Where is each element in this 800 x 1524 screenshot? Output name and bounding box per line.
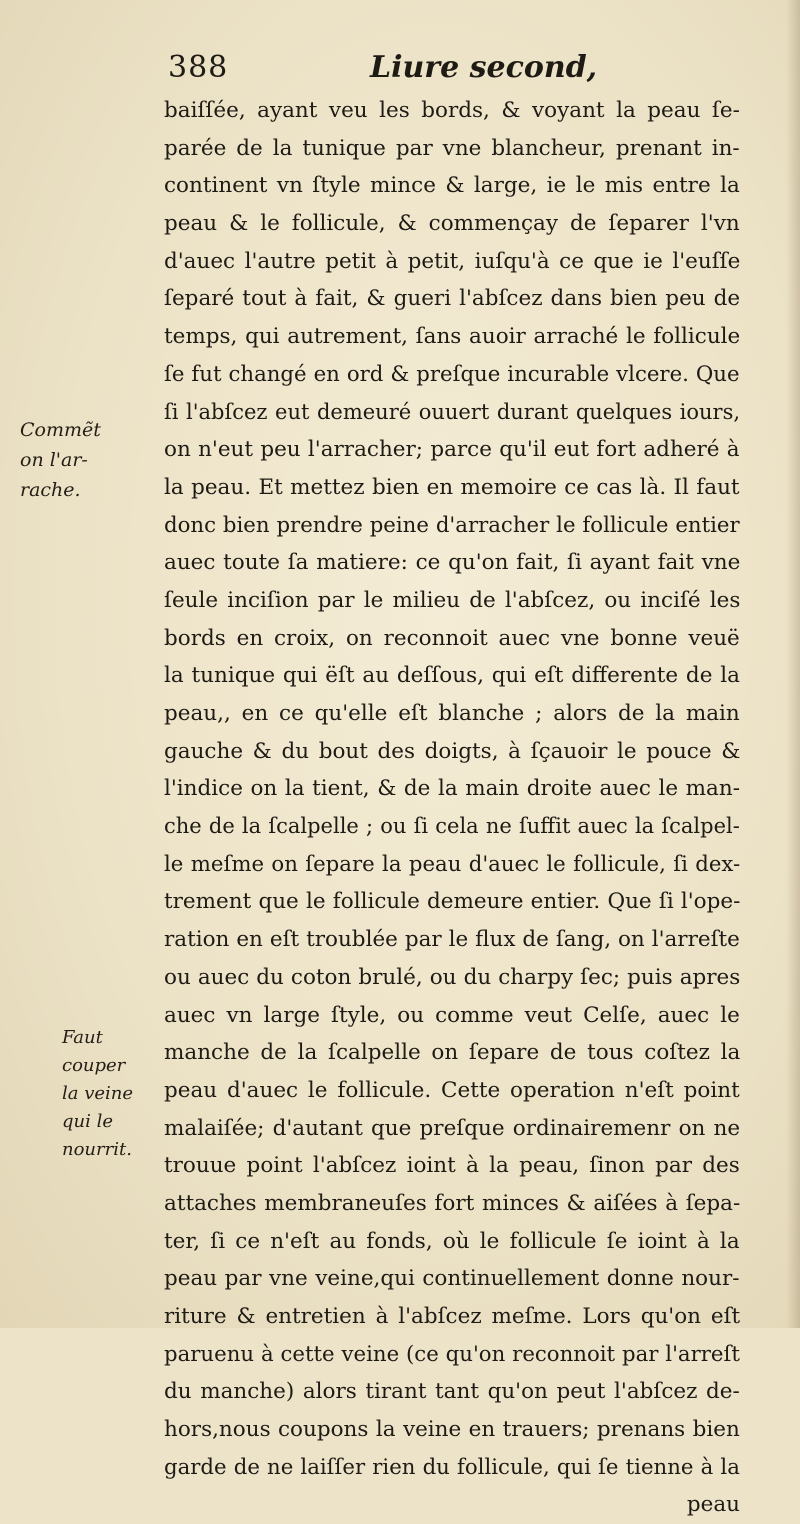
margin-note-cut-vein [62,1024,162,1164]
text-line: le meſme on ſepare la peau d'auec le follicule, ſi dex- [164,851,741,877]
text-line: riture & entretien à l'abſcez meſme. Lors qu'on eſt [164,1304,741,1329]
text-line: ter, ſi ce n'eſt au fonds, où le follicule ſe ioint à la [164,1228,740,1254]
text-line: peau & le follicule, & commençay de ſeparer l'vn [164,211,740,237]
text-line: la peau. Et mettez bien en memoire ce cas là. Il faut [164,474,740,500]
page-edge-shadow [786,0,800,1328]
text-line: ou auec du coton brulé, ou du charpy ſec; puis apres [164,964,741,990]
margin-note-line: Commẽt [20,419,101,441]
text-line: garde de ne laiſſer rien du follicule, qui ſe tienne à la [164,1454,740,1480]
text-line: hors,nous coupons la veine en trauers; prenans bien [164,1417,740,1443]
margin-note-how-removed [20,415,160,505]
text-line: l'indice on la tient, & de la main droite auec le man- [164,776,740,802]
margin-note-line: on l'ar- [20,449,88,471]
text-line: trement que le follicule demeure entier. Que ſi l'ope- [164,889,741,915]
text-line: temps, qui autrement, ſans auoir arraché le follicule [164,324,741,350]
text-line: paruenu à cette veine (ce qu'on reconnoit par l'arreſt [164,1341,740,1367]
text-line: peau par vne veine,qui continuellement donne nour- [164,1266,740,1292]
text-line: peau d'auec le follicule. Cette operation n'eſt point [164,1077,740,1103]
margin-note-line: Faut [62,1027,103,1048]
margin-note-line: qui le [62,1111,114,1132]
text-line: parée de la tunique par vne blancheur, prenant in- [164,135,740,161]
text-line: gauche & du bout des doigts, à ſçauoir le pouce & [164,738,741,764]
text-line: auec vn large ſtyle, ou comme veut Celſe, auec le [164,1002,740,1028]
text-line: ſi l'abſcez eut demeuré ouuert durant quelques iours, [164,399,741,424]
text-line: donc bien prendre peine d'arracher le follicule entier [164,512,740,538]
text-line: baiſſée, ayant veu les bords, & voyant la peau ſe- [164,98,740,123]
page-number: 388 [168,50,229,85]
text-line: continent vn ſtyle mince & large, ie le mis entre la [164,173,740,199]
text-line: ſe fut changé en ord & preſque incurable vlcere. Que [164,361,740,387]
running-title: Liure second, [370,50,598,85]
margin-note-line: rache. [20,479,81,501]
margin-note-line: couper [62,1055,126,1076]
text-line: attaches membraneuſes fort minces & aiſées à ſepa- [164,1190,741,1216]
text-line: malaiſée; d'autant que preſque ordinairemenr on ne [164,1115,741,1141]
body-text [164,92,740,1524]
text-line: ration en eſt troublée par le flux de ſang, on l'arreſte [164,927,740,953]
margin-note-line: la veine [62,1083,134,1104]
text-line: trouue point l'abſcez ioint à la peau, ſinon par des [164,1153,740,1179]
text-line: manche de la ſcalpelle on ſepare de tous coſtez la [164,1040,741,1066]
text-line: che de la ſcalpelle ; ou ſi cela ne ſuffit auec la ſcalpel- [164,814,740,839]
text-line: la tunique qui ëſt au deſſous, qui eſt differente de la [164,663,740,689]
text-line: ſeule inciſion par le milieu de l'abſcez, ou inciſé les [164,587,741,613]
text-line: ſeparé tout à fait, & gueri l'abſcez dans bien peu de [164,286,741,312]
text-line: bords en croix, on reconnoit auec vne bonne veuë [164,625,740,651]
text-line: auec toute ſa matiere: ce qu'on fait, ſi ayant fait vne [164,550,741,576]
text-line: on n'eut peu l'arracher; parce qu'il eut fort adheré à [164,437,740,463]
text-line: du manche) alors tirant tant qu'on peut l'abſcez de- [164,1379,740,1405]
catchword: peau [686,1492,740,1518]
margin-note-line: nourrit. [62,1139,132,1160]
text-line: peau,, en ce qu'elle eſt blanche ; alors de la main [164,701,740,726]
text-line: d'auec l'autre petit à petit, iuſqu'à ce que ie l'euſſe [164,248,741,274]
